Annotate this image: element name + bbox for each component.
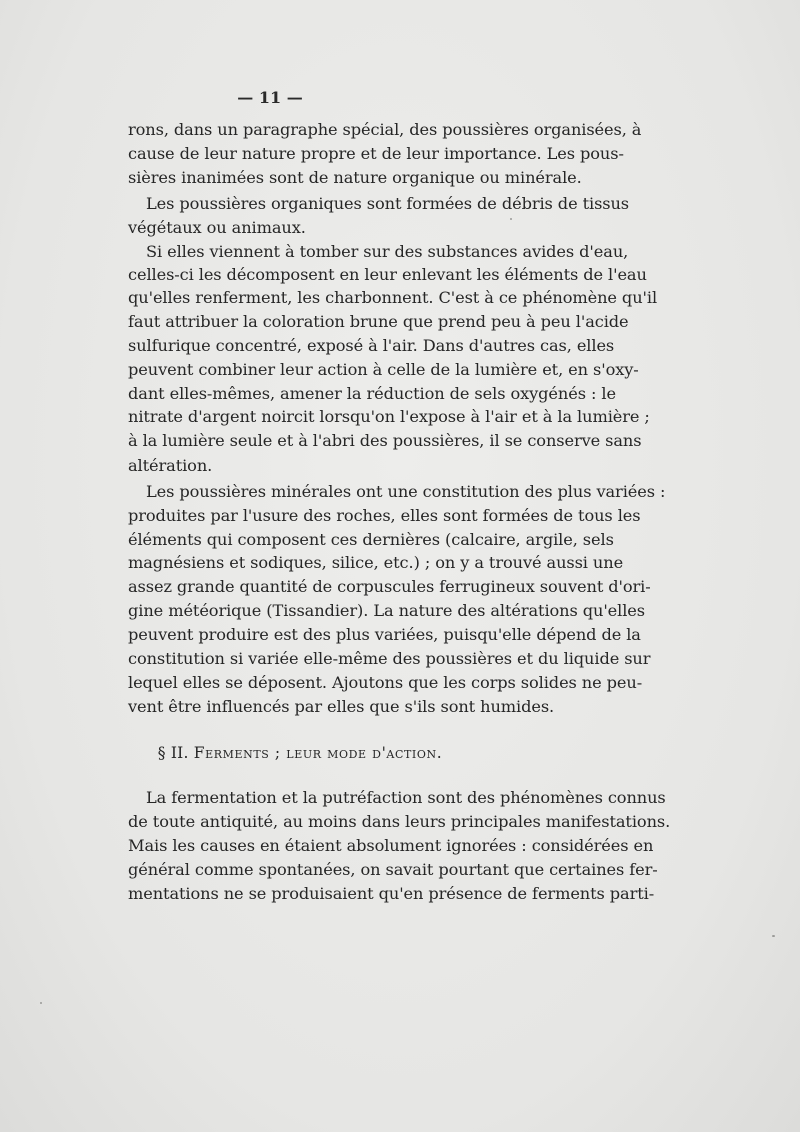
text-line: sières inanimées sont de nature organique ou minérale.: [128, 168, 582, 187]
text-line: dant elles-mêmes, amener la réduction de sels oxygénés : le: [128, 384, 616, 403]
text-line: général comme spontanées, on savait pourtant que certaines fer-: [128, 860, 658, 879]
text-line: rons, dans un paragraphe spécial, des poussières organisées, à: [128, 120, 642, 139]
text-line: gine météorique (Tissandier). La nature des altérations qu'elles: [128, 601, 645, 620]
text-line: végétaux ou animaux.: [128, 218, 306, 237]
text-line: celles-ci les décomposent en leur enlevant les éléments de l'eau: [128, 265, 647, 284]
text-line: qu'elles renferment, les charbonnent. C'est à ce phénomène qu'il: [128, 288, 658, 307]
text-line: vent être influencés par elles que s'ils sont humides.: [128, 697, 555, 716]
text-line: sulfurique concentré, exposé à l'air. Dans d'autres cas, elles: [128, 336, 615, 355]
text-line: cause de leur nature propre et de leur importance. Les pous-: [128, 144, 624, 163]
text-line: Si elles viennent à tomber sur des substances avides d'eau,: [146, 242, 629, 261]
text-line: Les poussières organiques sont formées de débris de tissus: [146, 194, 630, 213]
text-line: lequel elles se déposent. Ajoutons que les corps solides ne peu-: [128, 673, 643, 692]
section-title: Ferments ; leur mode d'action.: [193, 744, 443, 762]
text-line: à la lumière seule et à l'abri des poussières, il se conserve sans: [128, 431, 642, 450]
text-line: altération.: [128, 456, 213, 475]
text-line: assez grande quantité de corpuscules ferrugineux souvent d'ori-: [128, 577, 651, 596]
text-line: constitution si variée elle-même des poussières et du liquide sur: [128, 649, 651, 668]
paper-speck: [40, 1002, 42, 1004]
text-line: Mais les causes en étaient absolument ignorées : considérées en: [128, 836, 654, 855]
text-line: La fermentation et la putréfaction sont des phénomènes connus: [146, 788, 666, 807]
text-line: mentations ne se produisaient qu'en présence de ferments parti-: [128, 884, 655, 903]
text-line: nitrate d'argent noircit lorsqu'on l'expose à l'air et à la lumière ;: [128, 407, 650, 426]
paper-speck: [510, 218, 512, 220]
page-number: — 11 —: [237, 88, 303, 107]
text-line: peuvent produire est des plus variées, puisqu'elle dépend de la: [128, 625, 641, 644]
paper-speck: [772, 935, 775, 937]
section-heading: [0, 744, 600, 762]
text-line: Les poussières minérales ont une constitution des plus variées :: [146, 482, 666, 501]
text-line: peuvent combiner leur action à celle de la lumière et, en s'oxy-: [128, 360, 639, 379]
text-line: magnésiens et sodiques, silice, etc.) ; on y a trouvé aussi une: [128, 553, 624, 572]
text-line: produites par l'usure des roches, elles sont formées de tous les: [128, 506, 641, 525]
text-line: éléments qui composent ces dernières (calcaire, argile, sels: [128, 530, 614, 549]
text-line: de toute antiquité, au moins dans leurs principales manifestations.: [128, 812, 671, 831]
text-line: faut attribuer la coloration brune que prend peu à peu l'acide: [128, 312, 629, 331]
section-number: § II.: [157, 744, 189, 762]
